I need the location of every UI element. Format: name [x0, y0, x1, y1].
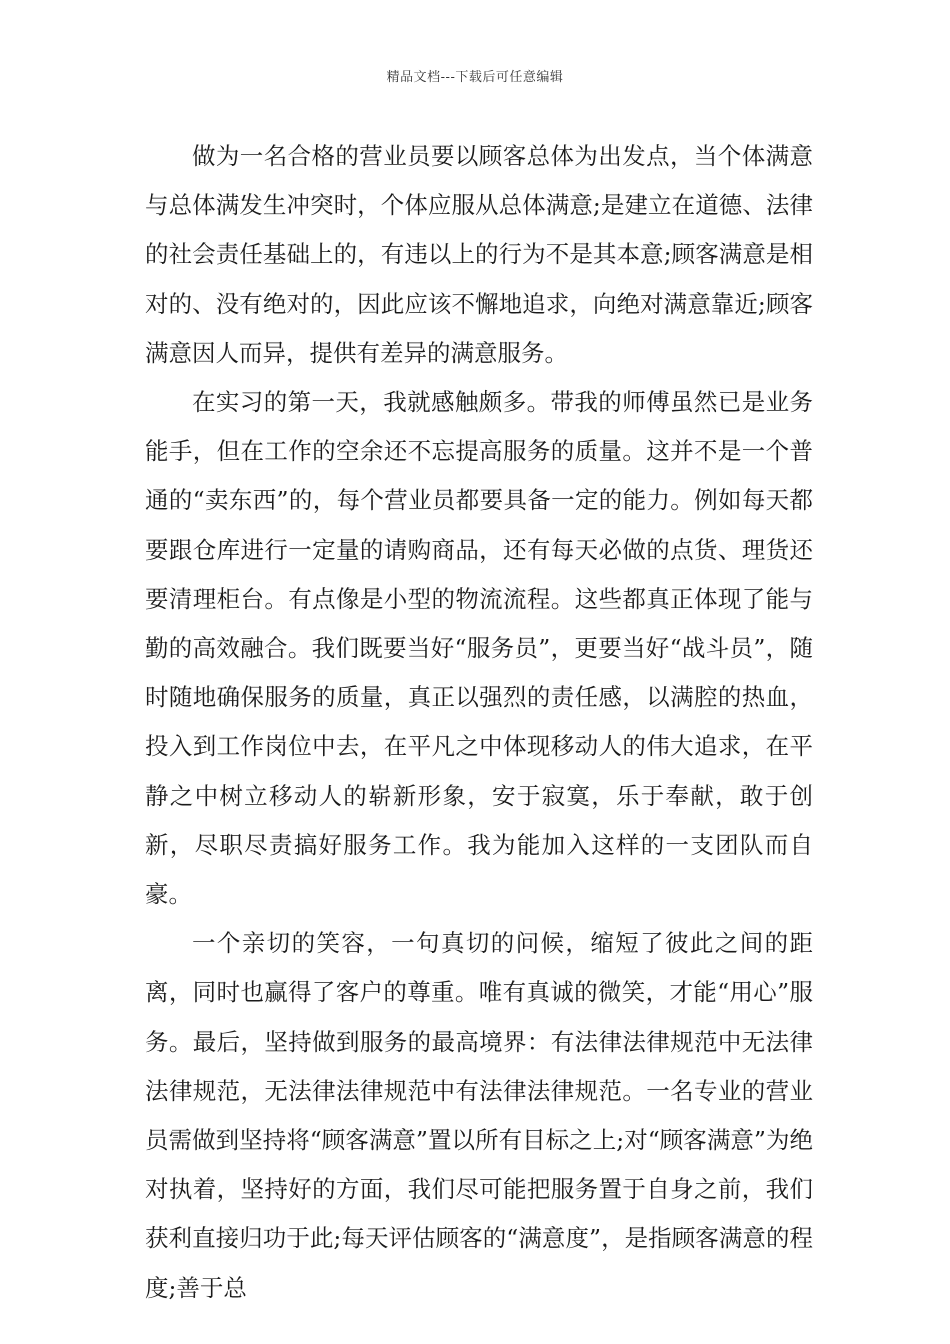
page-header: 精品文档---下载后可任意编辑 — [386, 70, 564, 85]
document-body — [145, 132, 813, 1313]
paragraph-2: 在实习的第一天，我就感触颇多。带我的师傅虽然已是业务能手，但在工作的空余还不忘提高服务的质量。这并不是一个普通的“卖东西”的，每个营业员都要具备一定的能力。例如每天都要跟仓库进行一定量的请购商品，还有每天必做的点货、理货还要清理柜台。有点像是小型的物流流程。这些都真正体现了能与勤的高效融合。我们既要当好“服务员”，更要当好“战斗员”，随时随地确保服务的质量，真正以强烈的责任感，以满腔的热血，投入到工作岗位中去，在平凡之中体现移动人的伟大追求，在平静之中树立移动人的崭新形象，安于寂寞，乐于奉献，敢于创新，尽职尽责搞好服务工作。我为能加入这样的一支团队而自豪。 — [145, 388, 813, 909]
paragraph-3: 一个亲切的笑容，一句真切的问候，缩短了彼此之间的距离，同时也赢得了客户的尊重。唯有真诚的微笑，才能“用心”服务。最后，坚持做到服务的最高境界：有法律法律规范中无法律法律规范，无法律法律规范中有法律法律规范。一名专业的营业员需做到坚持将“顾客满意”置以所有目标之上;对“顾客满意”为绝对执着，坚持好的方面，我们尽可能把服务置于自身之前，我们获利直接归功于此;每天评估顾客的“满意度”，是指顾客满意的程度;善于总 — [145, 929, 813, 1302]
paragraph-1: 做为一名合格的营业员要以顾客总体为出发点，当个体满意与总体满发生冲突时，个体应服从总体满意;是建立在道德、法律的社会责任基础上的，有违以上的行为不是其本意;顾客满意是相对的、没有绝对的，因此应该不懈地追求，向绝对满意靠近;顾客满意因人而异，提供有差异的满意服务。 — [145, 142, 813, 367]
